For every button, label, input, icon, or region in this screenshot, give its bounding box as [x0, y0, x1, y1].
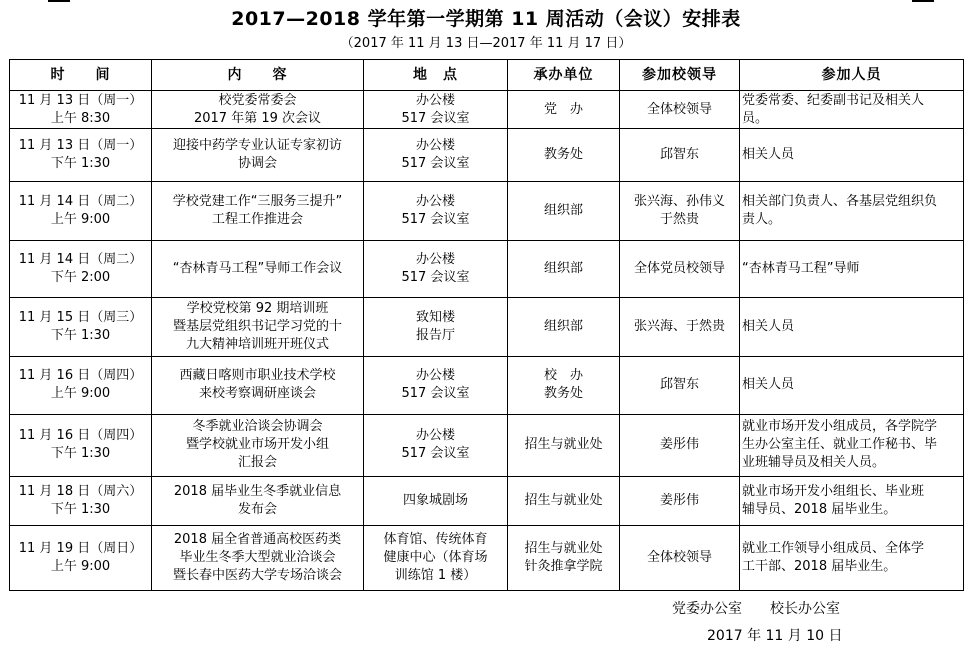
cell-people [740, 414, 964, 476]
cell-time [10, 241, 152, 298]
cell-people-line: “杏林青马工程”导师 [742, 261, 860, 277]
cell-time [10, 129, 152, 182]
cell-time-line: 下午 1:30 [50, 156, 111, 172]
cell-place-line: 办公楼 [415, 252, 455, 268]
cell-content-line: 冬季就业洽谈会协调会 [192, 419, 323, 435]
cell-leaders [620, 129, 740, 182]
cell-content-line: 暨基层党组织书记学习党的十 [172, 318, 342, 334]
cell-time [10, 476, 152, 525]
cell-leaders [620, 241, 740, 298]
cell-content-line: “杏林青马工程”导师工作会议 [172, 261, 343, 277]
header-row [10, 60, 964, 91]
cell-place-line: 办公楼 [415, 428, 455, 444]
cell-content-line: 2017 年第 19 次会议 [193, 110, 322, 126]
cell-content [152, 91, 364, 129]
cell-people-line: 员。 [742, 110, 769, 126]
cell-leaders-line: 全体校领导 [646, 549, 712, 565]
cell-unit-line: 招生与就业处 [524, 492, 603, 508]
cell-time-line: 11 月 18 日（周六） [18, 483, 143, 499]
cell-content-line: 发布会 [237, 501, 277, 517]
cell-unit [508, 414, 620, 476]
cell-time-line: 下午 1:30 [50, 501, 111, 517]
cell-leaders-line: 姜彤伟 [659, 437, 699, 453]
cell-time-line: 11 月 16 日（周四） [18, 368, 143, 384]
cell-people-line: 业班辅导员及相关人员。 [742, 455, 886, 471]
header-unit: 承办单位 [508, 60, 620, 91]
top-rule-left [48, 0, 70, 2]
cell-people [740, 182, 964, 241]
schedule-table [9, 59, 964, 591]
cell-people-line: 相关人员 [742, 377, 795, 393]
cell-place-line: 办公楼 [415, 368, 455, 384]
cell-people-line: 相关人员 [742, 147, 795, 163]
cell-time-line: 上午 8:30 [50, 110, 111, 126]
cell-unit-line: 校 办 [543, 368, 583, 384]
cell-content [152, 182, 364, 241]
cell-content-line: 2018 届毕业生冬季就业信息 [173, 483, 342, 499]
cell-leaders [620, 91, 740, 129]
cell-content-line: 2018 届全省普通高校医药类 [173, 531, 342, 547]
cell-place-line: 体育馆、传统体育 [383, 531, 488, 547]
cell-place-line: 办公楼 [415, 92, 455, 108]
cell-place [364, 298, 508, 356]
cell-time [10, 182, 152, 241]
cell-time-line: 11 月 14 日（周二） [18, 194, 143, 210]
cell-time-line: 11 月 16 日（周四） [18, 428, 143, 444]
cell-time-line: 下午 1:30 [50, 327, 111, 343]
cell-people-line: 责人。 [742, 212, 782, 228]
table-row [10, 525, 964, 590]
cell-unit-line: 针灸推拿学院 [524, 558, 603, 574]
cell-content-line: 工程工作推进会 [211, 212, 303, 228]
cell-time-line: 11 月 15 日（周三） [18, 309, 143, 325]
cell-unit [508, 476, 620, 525]
header-content: 内 容 [152, 60, 364, 91]
footer-date: 2017 年 11 月 10 日 [707, 628, 843, 644]
cell-unit [508, 129, 620, 182]
table-row [10, 298, 964, 356]
cell-unit [508, 91, 620, 129]
cell-leaders-line: 邱智东 [659, 147, 699, 163]
table-row [10, 182, 964, 241]
cell-place-line: 517 会议室 [401, 386, 470, 402]
cell-content [152, 241, 364, 298]
cell-place-line: 致知楼 [415, 309, 455, 325]
cell-content [152, 129, 364, 182]
cell-place [364, 356, 508, 414]
cell-place-line: 517 会议室 [401, 446, 470, 462]
cell-people-line: 就业工作领导小组成员、全体学 [742, 540, 925, 556]
cell-people [740, 241, 964, 298]
cell-leaders-line: 张兴海、孙伟义 [633, 194, 725, 210]
cell-unit-line: 组织部 [543, 203, 583, 219]
cell-people [740, 91, 964, 129]
cell-content-line: 迎接中药学专业认证专家初访 [172, 138, 342, 154]
cell-people-line: 辅导员、2018 届毕业生。 [742, 501, 897, 517]
cell-time [10, 356, 152, 414]
cell-unit [508, 298, 620, 356]
cell-place [364, 241, 508, 298]
cell-time [10, 414, 152, 476]
cell-content-line: 协调会 [237, 156, 277, 172]
cell-content [152, 356, 364, 414]
cell-time-line: 下午 1:30 [50, 446, 111, 462]
cell-leaders-line: 于然贵 [659, 212, 699, 228]
cell-time-line: 11 月 13 日（周一） [18, 92, 143, 108]
cell-content [152, 525, 364, 590]
cell-leaders [620, 476, 740, 525]
cell-unit-line: 招生与就业处 [524, 540, 603, 556]
cell-people-line: 就业市场开发小组成员，各学院学 [742, 419, 938, 435]
cell-people-line: 相关部门负责人、各基层党组织负 [742, 194, 938, 210]
cell-place [364, 91, 508, 129]
cell-unit-line: 教务处 [543, 386, 583, 402]
cell-people-line: 生办公室主任、就业工作秘书、毕 [742, 437, 938, 453]
page-subtitle: （2017 年 11 月 13 日—2017 年 11 月 17 日） [340, 36, 632, 51]
cell-time-line: 11 月 19 日（周日） [18, 540, 143, 556]
table-row [10, 241, 964, 298]
cell-unit [508, 356, 620, 414]
cell-leaders-line: 全体党员校领导 [633, 261, 725, 277]
cell-place [364, 129, 508, 182]
cell-place-line: 办公楼 [415, 138, 455, 154]
cell-leaders [620, 525, 740, 590]
cell-place-line: 四象城剧场 [402, 492, 468, 508]
cell-time [10, 298, 152, 356]
page-title: 2017—2018 学年第一学期第 11 周活动（会议）安排表 [231, 8, 741, 30]
cell-people [740, 356, 964, 414]
cell-content-line: 来校考察调研座谈会 [198, 386, 316, 402]
cell-place-line: 办公楼 [415, 194, 455, 210]
cell-people [740, 298, 964, 356]
cell-unit-line: 组织部 [543, 261, 583, 277]
cell-unit [508, 241, 620, 298]
cell-unit-line: 招生与就业处 [524, 437, 603, 453]
cell-people [740, 476, 964, 525]
cell-people-line: 党委常委、纪委副书记及相关人 [742, 92, 925, 108]
cell-content-line: 毕业生冬季大型就业洽谈会 [179, 549, 336, 565]
cell-time-line: 上午 9:00 [50, 212, 111, 228]
cell-content-line: 校党委常委会 [218, 92, 297, 108]
cell-place [364, 182, 508, 241]
cell-content-line: 暨学校就业市场开发小组 [185, 437, 329, 453]
schedule-body [10, 91, 964, 591]
cell-unit [508, 182, 620, 241]
cell-place-line: 517 会议室 [401, 212, 470, 228]
cell-leaders [620, 414, 740, 476]
cell-leaders-line: 邱智东 [659, 377, 699, 393]
cell-time-line: 上午 9:00 [50, 558, 111, 574]
cell-content-line: 暨长春中医药大学专场洽谈会 [172, 567, 342, 583]
cell-people-line: 就业市场开发小组组长、毕业班 [742, 483, 925, 499]
header-leaders: 参加校领导 [620, 60, 740, 91]
cell-place [364, 525, 508, 590]
footer-offices: 党委办公室 校长办公室 [672, 601, 840, 617]
cell-leaders [620, 356, 740, 414]
cell-people-line: 工干部、2018 届毕业生。 [742, 558, 897, 574]
cell-leaders-line: 张兴海、于然贵 [633, 318, 725, 334]
cell-time [10, 525, 152, 590]
cell-unit-line: 组织部 [543, 318, 583, 334]
cell-time-line: 下午 2:00 [50, 270, 111, 286]
cell-people-line: 相关人员 [742, 318, 795, 334]
cell-leaders [620, 298, 740, 356]
header-place: 地 点 [364, 60, 508, 91]
cell-time-line: 上午 9:00 [50, 386, 111, 402]
table-row [10, 129, 964, 182]
cell-content [152, 414, 364, 476]
cell-place-line: 报告厅 [415, 327, 455, 343]
cell-leaders [620, 182, 740, 241]
cell-leaders-line: 全体校领导 [646, 101, 712, 117]
cell-time-line: 11 月 14 日（周二） [18, 252, 143, 268]
table-row [10, 356, 964, 414]
top-rule-right [912, 0, 934, 2]
cell-content-line: 西藏日喀则市职业技术学校 [179, 368, 336, 384]
cell-content-line: 汇报会 [237, 455, 277, 471]
cell-place-line: 训练馆 1 楼） [394, 567, 477, 583]
cell-leaders-line: 姜彤伟 [659, 492, 699, 508]
cell-place-line: 517 会议室 [401, 270, 470, 286]
header-time: 时 间 [10, 60, 152, 91]
cell-people [740, 525, 964, 590]
cell-content-line: 九大精神培训班开班仪式 [185, 336, 329, 352]
cell-unit-line: 教务处 [543, 147, 583, 163]
cell-unit [508, 525, 620, 590]
cell-content [152, 476, 364, 525]
cell-content [152, 298, 364, 356]
cell-place-line: 517 会议室 [401, 110, 470, 126]
cell-place-line: 健康中心（体育场 [383, 549, 488, 565]
table-row [10, 91, 964, 129]
cell-place-line: 517 会议室 [401, 156, 470, 172]
cell-unit-line: 党 办 [543, 101, 583, 117]
cell-content-line: 学校党校第 92 期培训班 [186, 300, 329, 316]
cell-time [10, 91, 152, 129]
table-row [10, 414, 964, 476]
header-people: 参加人员 [740, 60, 964, 91]
cell-time-line: 11 月 13 日（周一） [18, 138, 143, 154]
cell-place [364, 414, 508, 476]
table-row [10, 476, 964, 525]
cell-content-line: 学校党建工作“三服务三提升” [172, 194, 343, 210]
cell-place [364, 476, 508, 525]
cell-people [740, 129, 964, 182]
